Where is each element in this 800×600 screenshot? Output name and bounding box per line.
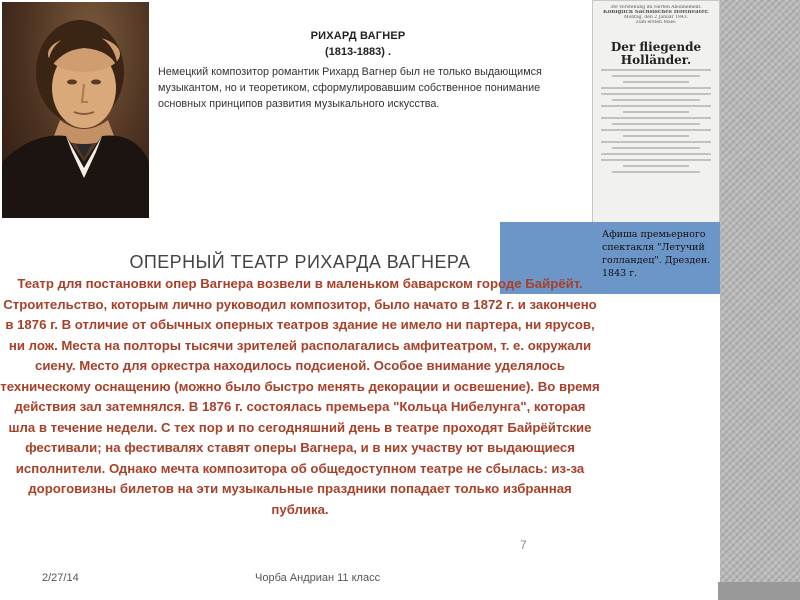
poster-title: Der fliegende Holländer. bbox=[610, 40, 702, 67]
poster-header-line: 3te Vorstellung im vierten Abonnement. bbox=[610, 5, 702, 10]
composer-name: РИХАРД ВАГНЕР bbox=[310, 30, 406, 42]
decorative-side-strip bbox=[720, 0, 800, 600]
section-body-text: Театр для постановки опер Вагнера возвели в маленьком баварском городе Байрёйт. Строительство, которым лично руководил композитор, было начато в 1872 г. и закончено в 1876 г. В отличие от обычных оперных театров здание не имело ни партера, ни ярусов, ни лож. Места на полторы тысячи зрителей располагались амфитеатром, т. е. окружали сиену. Место для оркестра находилось подсиеной. Особое внимание уделялось техническому оснащению (можно было быстро менять декорации и освешение). Во время действия зал затемнялся. В 1876 г. состоялась премьера "Кольца Нибелунга", которая шла в течение недели. С тех пор и по сегодняшний день в театре проходят Байрёйтские фестивали; на фестивалях ставят оперы Вагнера, и в них участву ют выдающиеся исполнители. Однако мечта композитора об общедоступном театре не сбылась: из-за дороговизны билетов на эти музыкальные праздники попадает только избранная публика. bbox=[0, 276, 600, 517]
footer-date: 2/27/14 bbox=[42, 572, 79, 584]
poster-header bbox=[599, 5, 713, 25]
page-number: 7 bbox=[520, 538, 527, 552]
decorative-corner bbox=[718, 582, 800, 600]
composer-years: (1813-1883) . bbox=[324, 46, 392, 58]
poster-header-line: Königlich Sächsisches Hoftheater. bbox=[603, 10, 709, 15]
premiere-poster bbox=[592, 0, 720, 224]
poster-header-line: Montag, den 2 Januar 1843. bbox=[623, 15, 689, 20]
composer-bio: Немецкий композитор романтик Рихард Вагнер был не только выдающимся музыкантом, но и теоретиком, сформулировавшим собственное понимание основных принципов развития музыкального искусства. bbox=[158, 66, 542, 110]
poster-caption: Афиша премьерного спектакля "Летучий голландец". Дрезден. 1843 г. bbox=[602, 229, 711, 279]
section-heading: ОПЕРНЫЙ ТЕАТР РИХАРДА ВАГНЕРА bbox=[129, 252, 471, 272]
wagner-portrait bbox=[2, 2, 149, 218]
footer-author: Чорба Андриан 11 класс bbox=[255, 572, 381, 584]
poster-text-block bbox=[601, 65, 711, 217]
poster-header-line: Zum ersten Male: bbox=[635, 20, 677, 25]
